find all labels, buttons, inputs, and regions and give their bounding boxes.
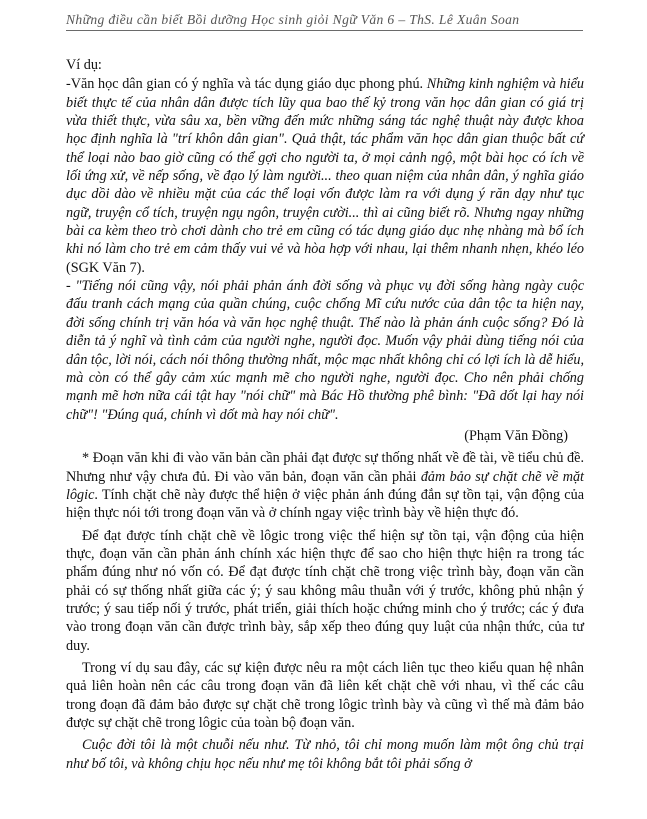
paragraph-1 [66,449,584,522]
example-2-quote: "Tiếng nói cũng vậy, nói phải phản ánh đời sống và phục vụ đời sống hàng ngày cuộc đấu tranh cách mạng của quần chúng, cuộc chống Mĩ cứu nước của dân tộc ta hiện nay, đời sống chính trị văn hóa và văn học nghệ thuật. Thế nào là phản ánh cuộc sống? Đó là diễn tả ý nghĩ và tình cảm của người nghe, người đọc. Muốn vậy phải dùng tiếng nói của dân tộc, lời nói, cách nói thông thường nhất, mộc mạc nhất không chỉ có lợi ích là dễ hiểu, mà còn có thể gây cảm xúc mạnh mẽ cho người nghe, người đọc. Cho nên phải chống mạnh mẽ hơn nữa cái tật hay "nói chữ" mà Bác Hồ thường phê bình: "Đã dốt lại hay nói chữ"! "Đúng quá, chính vì dốt mà hay nói chữ". [66,278,584,423]
paragraph-2: Để đạt được tính chặt chẽ về lôgic trong việc thể hiện sự tồn tại, vận động của hiện thực, đoạn văn cần phản ánh chính xác hiện thực để sao cho hiện thực hiện ra trong tác phẩm đúng như nó vốn có. Để đạt được tính chặt chẽ trong việc trình bày, đoạn văn cần phải có sự thống nhất giữa các ý; ý sau không mâu thuẫn với ý trước, không phủ nhận ý trước; ý sau tiếp nối ý trước, phát triển, giải thích hoặc chứng minh cho ý trước; các ý đưa vào trong đoạn văn cần được trình bày, sắp xếp theo đúng quy luật của nhận thức, của tư duy. [66,527,584,654]
example-2-dash: - [66,278,76,295]
paragraph-3: Trong ví dụ sau đây, các sự kiện được nêu ra một cách liên tục theo kiểu quan hệ nhân quả liên hoàn nên các câu trong đoạn văn đã liên kết chặt chẽ với nhau, vì thế các câu trong đoạn đã đảm bảo được sự chặt chẽ trong lôgic trình bày và cũng vì thế mà đảm bảo được sự chặt chẽ trong lôgic của toàn bộ đoạn văn. [66,660,584,732]
page-header: Những điều cần biết Bồi dưỡng Học sinh giỏi Ngữ Văn 6 – ThS. Lê Xuân Soan [66,12,583,31]
document-body [66,56,584,773]
paragraph-1-part-a: * Đoạn văn khi đi vào văn bản cần phải đạt được sự thống nhất về đề tài, về tiểu chủ đề. Nhưng như vậy chưa đủ. Đi vào văn bản, đoạn văn cần phải [66,450,584,485]
example-1-source: (SGK Văn 7). [66,259,145,276]
paragraph-1-part-b: . Tính chặt chẽ này được thể hiện ở việc phản ánh đúng đắn sự tồn tại, vận động của hiện thực nói tới trong đoạn văn và ở chính ngay việc trình bày về hiện thực đó. [66,486,584,522]
example-1-quote: Những kinh nghiệm và hiểu biết thực tế của nhân dân được tích lũy qua bao thế kỷ trong văn học dân gian có giá trị vừa thiết thực, vừa sâu xa, bền vững đến mức những sáng tác nghệ thuật này được khoa học định nghĩa là "trí khôn dân gian". Quả thật, tác phẩm văn học dân gian thuộc bất cứ thể loại nào bao giờ cũng có thể gợi cho người ta, ở mọi cảnh ngộ, một bài học có ích về lối ứng xử, về nếp sống, về đạo lý làm người... theo quan niệm của nhân dân, ý nghĩa giáo dục dồi dào về nhiều mặt của các thể loại vốn được làm ra với dụng ý răn dạy như tục ngữ, truyện cổ tích, truyện ngụ ngôn, truyện cười... thì ai cũng biết rõ. Nhưng ngay những bài ca kèm theo trò chơi dành cho trẻ em cũng có tác dụng giáo dục nhẹ nhàng mà bổ ích khi nó làm cho trẻ em cảm thấy vui vẻ và hòa hợp với nhau, lại thêm nhanh nhẹn, khéo léo [66,76,584,258]
example-2-citation: (Phạm Văn Đồng) [464,427,568,444]
paragraph-4-example: Cuộc đời tôi là một chuỗi nếu như. Từ nhỏ, tôi chỉ mong muốn làm một ông chủ trại như bố tôi, và không chịu học nếu như mẹ tôi không bắt tôi phải sống ở [66,737,584,772]
example-1-intro: -Văn học dân gian có ý nghĩa và tác dụng giáo dục phong phú. [66,76,427,93]
example-paragraph-2 [66,277,584,424]
paragraph-1-emphasis: đảm bảo sự chặt chẽ về mặt lôgic [66,468,584,503]
example-paragraph-1 [66,75,584,277]
example-label: Ví dụ: [66,57,102,73]
